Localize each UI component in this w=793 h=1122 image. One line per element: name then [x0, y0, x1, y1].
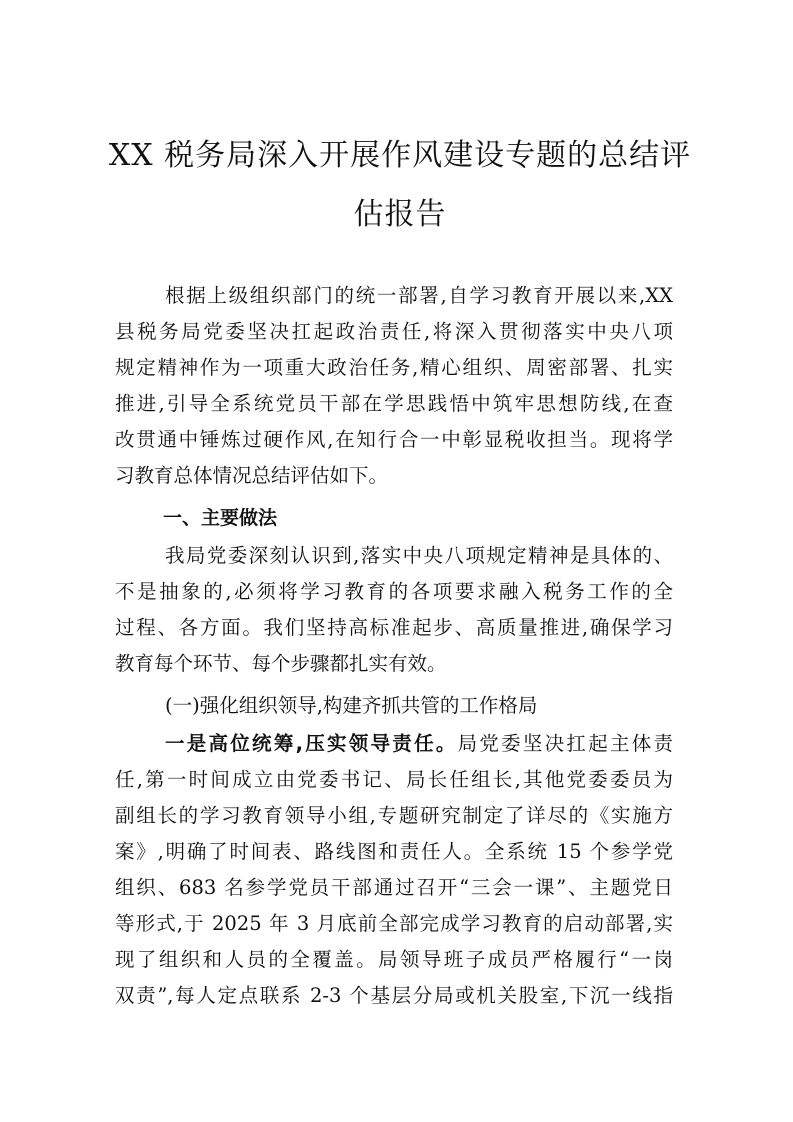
- point1-paragraph-line: 案》,明确了时间表、路线图和责任人。全系统 15 个参学党: [115, 840, 673, 863]
- point1-paragraph-line: 等形式,于 2025 年 3 月底前全部完成学习教育的启动部署,实: [115, 912, 673, 935]
- intro-paragraph-line: 改贯通中锤炼过硬作风,在知行合一中彰显税收担当。现将学: [115, 428, 673, 451]
- intro-paragraph-line: 推进,引导全系统党员干部在学思践悟中筑牢思想防线,在查: [115, 392, 673, 415]
- section1-paragraph-line: 不是抽象的,必须将学习教育的各项要求融入税务工作的全: [115, 580, 673, 603]
- section-heading-main-practices: 一、主要做法: [163, 507, 278, 529]
- point1-lead: 一是高位统筹,压实领导责任。: [165, 732, 458, 755]
- section1-paragraph-line: 过程、各方面。我们坚持高标准起步、高质量推进,确保学习: [115, 616, 673, 639]
- document-title-line-1: XX 税务局深入开展作风建设专题的总结评: [108, 138, 692, 173]
- point1-paragraph-line: 副组长的学习教育领导小组,专题研究制定了详尽的《实施方: [115, 804, 673, 827]
- point1-paragraph-line: 双责”,每人定点联系 2-3 个基层分局或机关股室,下沉一线指: [115, 984, 673, 1007]
- intro-paragraph-line: 习教育总体情况总结评估如下。: [115, 464, 389, 487]
- point1-paragraph-line: 现了组织和人员的全覆盖。局领导班子成员严格履行“一岗: [115, 948, 673, 971]
- document-title-line-2: 估报告: [353, 197, 447, 232]
- subsection-heading-organization: (一)强化组织领导,构建齐抓共管的工作格局: [165, 694, 538, 717]
- point1-first-line: [165, 726, 673, 762]
- point1-first-rest: 局党委坚决扛起主体责: [457, 732, 673, 755]
- intro-paragraph-line: 规定精神作为一项重大政治任务,精心组织、周密部署、扎实: [115, 356, 673, 379]
- point1-paragraph-line: 任,第一时间成立由党委书记、局长任组长,其他党委委员为: [115, 768, 673, 791]
- point1-paragraph-line: 组织、683 名参学党员干部通过召开“三会一课”、主题党日: [115, 876, 673, 899]
- section1-paragraph-line: 我局党委深刻认识到,落实中央八项规定精神是具体的、: [165, 544, 673, 567]
- intro-paragraph-line: 根据上级组织部门的统一部署,自学习教育开展以来,XX: [165, 284, 673, 307]
- intro-paragraph-line: 县税务局党委坚决扛起政治责任,将深入贯彻落实中央八项: [115, 320, 673, 343]
- section1-paragraph-line: 教育每个环节、每个步骤都扎实有效。: [115, 652, 447, 675]
